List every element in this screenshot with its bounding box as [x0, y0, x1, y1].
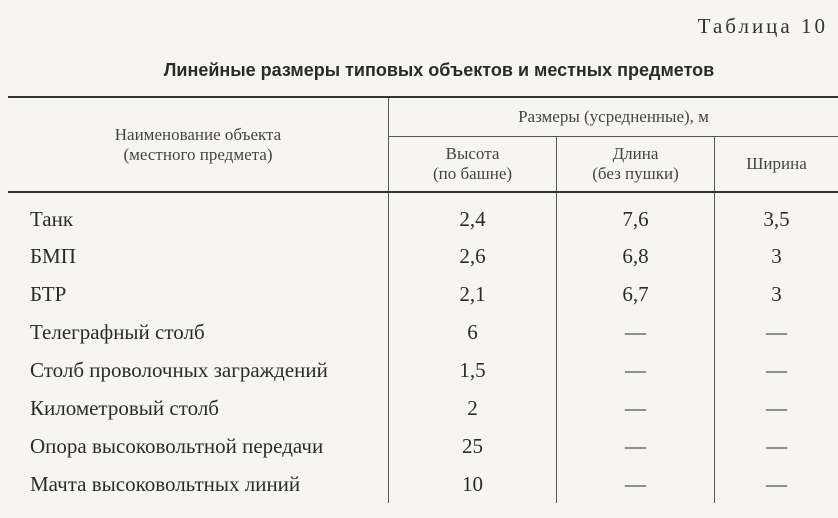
cell-object-name: Мачта высоковольтных линий	[8, 465, 389, 503]
table-row	[8, 465, 838, 503]
cell-height: 1,5	[389, 351, 557, 389]
column-header-length	[557, 137, 715, 193]
cell-length: —	[557, 465, 715, 503]
column-header-name-line1: Наименование объекта	[114, 124, 282, 144]
cell-length: 7,6	[557, 192, 715, 237]
cell-height: 2,4	[389, 192, 557, 237]
table-row	[8, 351, 838, 389]
cell-length: 6,8	[557, 237, 715, 275]
table-body	[8, 192, 838, 503]
cell-object-name: Столб проволочных заграждений	[8, 351, 389, 389]
column-header-length-line2: (без пушки)	[592, 164, 679, 183]
cell-height: 2	[389, 389, 557, 427]
cell-object-name: БМП	[8, 237, 389, 275]
cell-width: —	[766, 433, 787, 458]
cell-height: 10	[389, 465, 557, 503]
column-group-header-dimensions: Размеры (усредненные), м	[389, 97, 838, 137]
cell-height: 2,1	[389, 275, 557, 313]
column-header-name	[8, 97, 389, 192]
column-header-height-line1: Высота	[445, 144, 500, 163]
cell-width: —	[766, 319, 787, 344]
cell-length: —	[557, 389, 715, 427]
table-row	[8, 313, 838, 351]
cell-object-name: Опора высоковольтной передачи	[8, 427, 389, 465]
table-row	[8, 192, 838, 237]
cell-height: 6	[389, 313, 557, 351]
column-header-height-line2: (по башне)	[432, 164, 513, 183]
cell-width: —	[766, 471, 787, 496]
dimensions-table	[8, 96, 838, 503]
table-title: Линейные размеры типовых объектов и местных предметов	[163, 60, 715, 80]
column-header-name-line2: (местного предмета)	[123, 144, 273, 164]
table-row	[8, 427, 838, 465]
cell-length: —	[557, 427, 715, 465]
cell-object-name: Километровый столб	[8, 389, 389, 427]
cell-width: 3	[771, 281, 782, 306]
cell-object-name: Танк	[8, 192, 389, 237]
column-header-width: Ширина	[715, 137, 838, 193]
cell-object-name: БТР	[8, 275, 389, 313]
cell-length: 6,7	[557, 275, 715, 313]
cell-object-name: Телеграфный столб	[8, 313, 389, 351]
table-row	[8, 389, 838, 427]
column-header-height	[389, 137, 557, 193]
cell-width: —	[766, 357, 787, 382]
table-row	[8, 237, 838, 275]
table-number: Таблица 10	[697, 14, 828, 38]
cell-width: —	[766, 395, 787, 420]
column-header-length-line1: Длина	[612, 144, 659, 163]
cell-width: 3,5	[763, 206, 790, 231]
cell-height: 25	[389, 427, 557, 465]
cell-length: —	[557, 313, 715, 351]
cell-height: 2,6	[389, 237, 557, 275]
table-row	[8, 275, 838, 313]
cell-width: 3	[771, 243, 782, 268]
cell-length: —	[557, 351, 715, 389]
